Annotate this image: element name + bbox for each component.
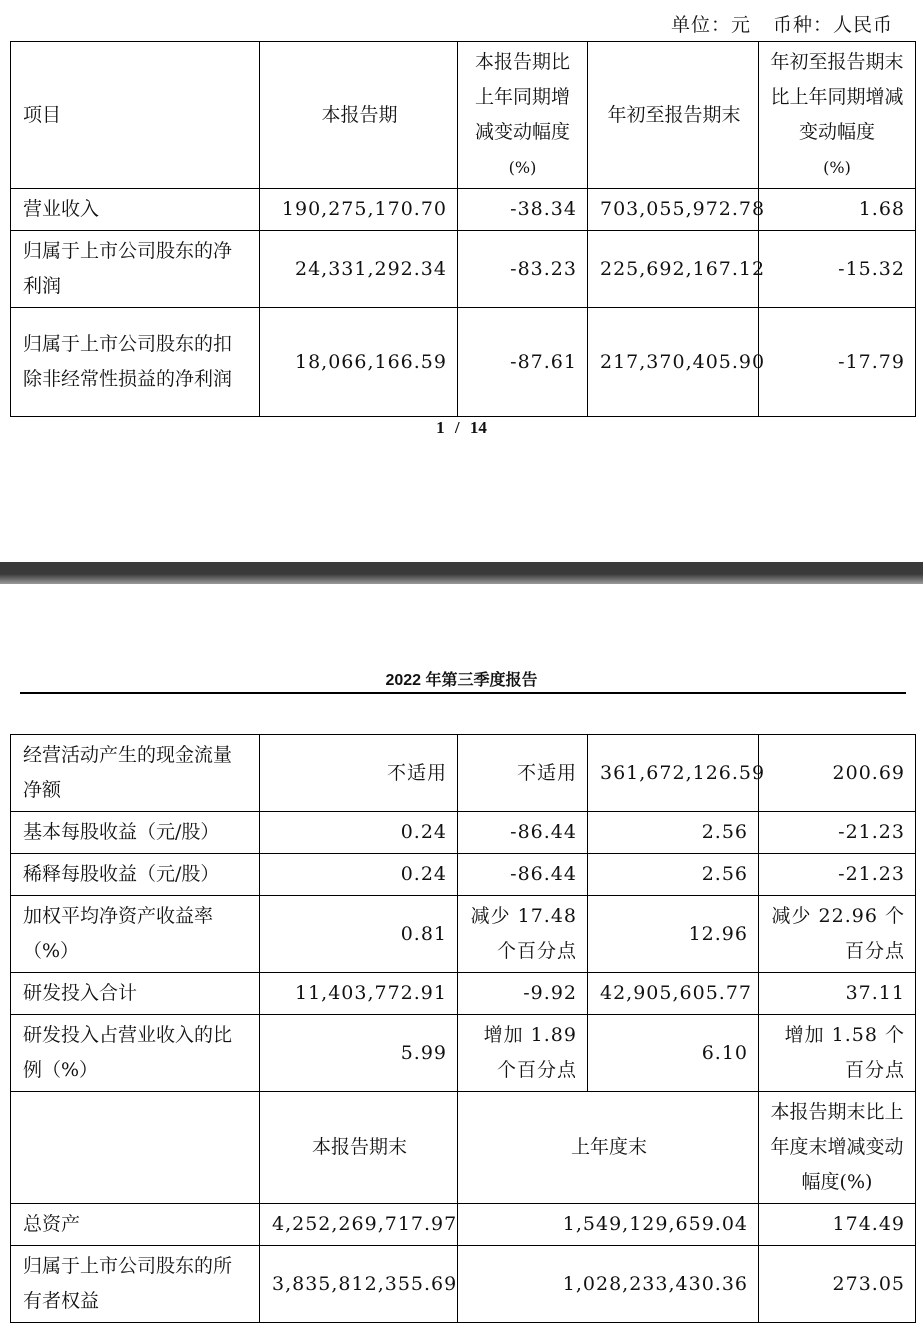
header-ytd-change-text: 年初至报告期末比上年同期增减变动幅度	[770, 51, 904, 143]
header-ytd: 年初至报告期末	[588, 42, 759, 189]
table-row	[11, 1246, 916, 1323]
page-number: 1 / 14	[436, 418, 487, 437]
cell-change: 不适用	[458, 735, 588, 812]
cell-ytd: 6.10	[588, 1015, 759, 1092]
cell-ytd: 2.56	[588, 854, 759, 896]
cell-ytd-change: 37.11	[759, 973, 916, 1015]
cell-period-end: 4,252,269,717.97	[260, 1204, 458, 1246]
cell-ytd-change: -15.32	[759, 231, 916, 308]
unit-currency-line	[671, 10, 893, 37]
row-label: 研发投入合计	[11, 973, 260, 1015]
cell-change: 增加 1.89 个百分点	[458, 1015, 588, 1092]
cell-change: -83.23	[458, 231, 588, 308]
row-label: 研发投入占营业收入的比例（%）	[11, 1015, 260, 1092]
table-row	[11, 308, 916, 417]
header-current-change	[458, 42, 588, 189]
cell-current: 11,403,772.91	[260, 973, 458, 1015]
balance-header-row	[11, 1092, 916, 1204]
cell-ytd-change: -21.23	[759, 854, 916, 896]
cell-ytd-change: 增加 1.58 个百分点	[759, 1015, 916, 1092]
cell-prior-year-end: 1,549,129,659.04	[458, 1204, 759, 1246]
row-label: 经营活动产生的现金流量净额	[11, 735, 260, 812]
cell-current: 不适用	[260, 735, 458, 812]
header-item: 项目	[11, 42, 260, 189]
unit-label: 单位：元	[670, 14, 751, 36]
header-period-end: 本报告期末	[260, 1092, 458, 1204]
cell-ytd: 42,905,605.77	[588, 973, 759, 1015]
table-row	[11, 854, 916, 896]
currency-label: 币种：人民币	[772, 14, 893, 36]
cell-ytd: 12.96	[588, 896, 759, 973]
cell-ytd-change: 1.68	[759, 189, 916, 231]
header-current-change-text: 本报告期比上年同期增减变动幅度	[474, 51, 570, 143]
cell-balance-change: 273.05	[759, 1246, 916, 1323]
cell-ytd: 361,672,126.59	[588, 735, 759, 812]
header-current-change-pct: (%)	[508, 158, 537, 177]
cell-current: 0.24	[260, 854, 458, 896]
cell-current: 24,331,292.34	[260, 231, 458, 308]
row-label: 总资产	[11, 1204, 260, 1246]
table-row	[11, 973, 916, 1015]
row-label: 基本每股收益（元/股）	[11, 812, 260, 854]
cell-ytd-change: 减少 22.96 个百分点	[759, 896, 916, 973]
cell-change: 减少 17.48 个百分点	[458, 896, 588, 973]
row-label: 加权平均净资产收益率（%）	[11, 896, 260, 973]
cell-change: -86.44	[458, 854, 588, 896]
cell-current: 190,275,170.70	[260, 189, 458, 231]
cell-period-end: 3,835,812,355.69	[260, 1246, 458, 1323]
row-label: 稀释每股收益（元/股）	[11, 854, 260, 896]
table-header-row	[11, 42, 916, 189]
cell-ytd: 703,055,972.78	[588, 189, 759, 231]
balance-header-blank	[11, 1092, 260, 1204]
table-row	[11, 1015, 916, 1092]
row-label: 归属于上市公司股东的所有者权益	[11, 1246, 260, 1323]
table-row	[11, 896, 916, 973]
cell-balance-change: 174.49	[759, 1204, 916, 1246]
cell-change: -38.34	[458, 189, 588, 231]
header-ytd-change-pct: (%)	[823, 158, 851, 177]
row-label: 归属于上市公司股东的净利润	[11, 231, 260, 308]
cell-change: -87.61	[458, 308, 588, 417]
row-label: 营业收入	[11, 189, 260, 231]
header-prior-year-end: 上年度末	[458, 1092, 759, 1204]
cell-prior-year-end: 1,028,233,430.36	[458, 1246, 759, 1323]
cell-current: 0.24	[260, 812, 458, 854]
cell-ytd-change: -21.23	[759, 812, 916, 854]
cell-ytd-change: -17.79	[759, 308, 916, 417]
cell-current: 0.81	[260, 896, 458, 973]
header-current-period: 本报告期	[260, 42, 458, 189]
cell-ytd-change: 200.69	[759, 735, 916, 812]
table-row	[11, 735, 916, 812]
title-underline	[20, 692, 906, 694]
page-separator	[0, 562, 923, 584]
table-row	[11, 189, 916, 231]
cell-change: -9.92	[458, 973, 588, 1015]
report-title: 2022 年第三季度报告	[385, 672, 538, 689]
key-financials-table-top	[10, 41, 916, 417]
cell-ytd: 2.56	[588, 812, 759, 854]
cell-ytd: 225,692,167.12	[588, 231, 759, 308]
table-row	[11, 1204, 916, 1246]
cell-change: -86.44	[458, 812, 588, 854]
cell-current: 18,066,166.59	[260, 308, 458, 417]
header-balance-change: 本报告期末比上年度末增减变动幅度(%)	[759, 1092, 916, 1204]
header-ytd-change	[759, 42, 916, 189]
table-row	[11, 231, 916, 308]
table-row	[11, 812, 916, 854]
key-financials-table-bottom	[10, 734, 916, 1323]
cell-ytd: 217,370,405.90	[588, 308, 759, 417]
row-label: 归属于上市公司股东的扣除非经常性损益的净利润	[11, 308, 260, 417]
cell-current: 5.99	[260, 1015, 458, 1092]
